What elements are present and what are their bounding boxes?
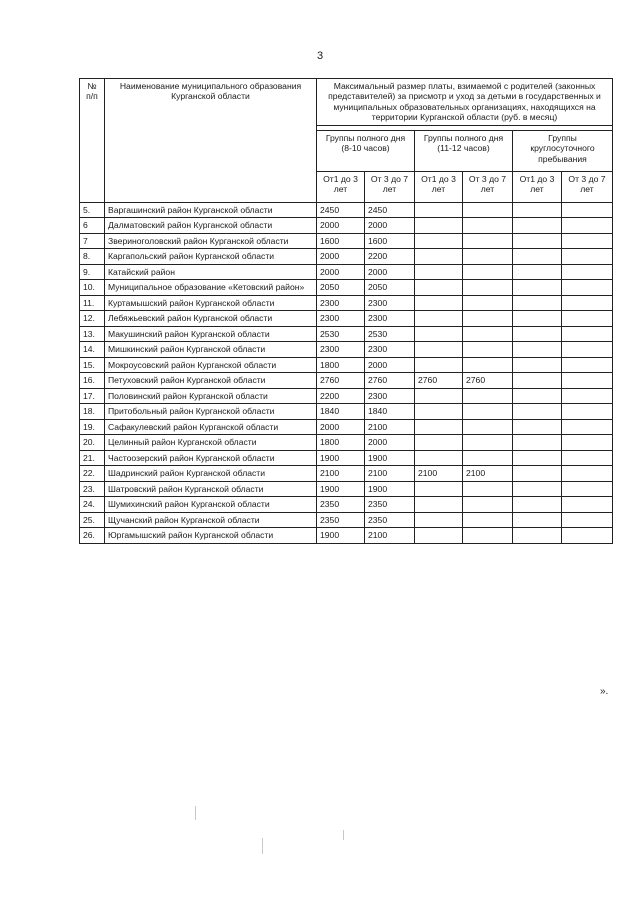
header-age: От1 до 3 лет [415, 171, 463, 202]
fee-value: 2000 [365, 435, 415, 450]
row-number: 22. [80, 466, 105, 481]
fee-value [562, 218, 613, 233]
fee-value [562, 466, 613, 481]
fee-value: 2760 [365, 373, 415, 388]
fee-value: 2000 [365, 264, 415, 279]
fee-value: 1900 [317, 528, 365, 543]
table-row [80, 388, 613, 403]
municipality-name: Частоозерский район Курганской области [105, 450, 317, 465]
fee-value [513, 466, 562, 481]
municipality-name: Притобольный район Курганской области [105, 404, 317, 419]
fee-value [415, 295, 463, 310]
fee-value [415, 233, 463, 248]
fee-value: 1600 [365, 233, 415, 248]
row-number: 18. [80, 404, 105, 419]
table-row [80, 357, 613, 372]
fee-value: 1900 [365, 481, 415, 496]
fee-value [463, 497, 513, 512]
fee-value: 1600 [317, 233, 365, 248]
fee-value [562, 311, 613, 326]
municipality-name: Мишкинский район Курганской области [105, 342, 317, 357]
fee-value [562, 202, 613, 217]
fee-value: 2100 [365, 466, 415, 481]
fee-value [513, 280, 562, 295]
fee-value [513, 295, 562, 310]
header-age: От 3 до 7 лет [463, 171, 513, 202]
fee-value: 2300 [317, 295, 365, 310]
fee-value [562, 388, 613, 403]
row-number: 25. [80, 512, 105, 527]
header-group-24h: Группы круглосуточного пребывания [513, 130, 613, 171]
fee-value [463, 357, 513, 372]
fee-value: 2350 [317, 497, 365, 512]
fee-value: 2450 [317, 202, 365, 217]
table-row [80, 311, 613, 326]
fee-value [562, 497, 613, 512]
fee-value [513, 311, 562, 326]
fee-value [463, 528, 513, 543]
fee-value: 2100 [317, 466, 365, 481]
table-row [80, 233, 613, 248]
row-number: 14. [80, 342, 105, 357]
municipality-name: Лебяжьевский район Курганской области [105, 311, 317, 326]
fee-value [463, 388, 513, 403]
row-number: 24. [80, 497, 105, 512]
row-number: 8. [80, 249, 105, 264]
fee-value [463, 481, 513, 496]
fee-value: 2350 [365, 512, 415, 527]
municipality-name: Муниципальное образование «Кетовский район» [105, 280, 317, 295]
fee-value: 2000 [317, 264, 365, 279]
fee-value: 2100 [463, 466, 513, 481]
fee-value [513, 528, 562, 543]
fee-value [562, 450, 613, 465]
fee-value [513, 497, 562, 512]
fee-value: 2350 [365, 497, 415, 512]
table-row [80, 264, 613, 279]
fee-value: 2300 [365, 295, 415, 310]
fee-value [513, 388, 562, 403]
fee-value [562, 264, 613, 279]
fee-value [562, 435, 613, 450]
municipality-name: Каргапольский район Курганской области [105, 249, 317, 264]
header-number: № п/п [80, 79, 105, 203]
municipality-name: Мокроусовский район Курганской области [105, 357, 317, 372]
row-number: 15. [80, 357, 105, 372]
fee-value [415, 481, 463, 496]
fee-value: 1800 [317, 435, 365, 450]
fee-value: 2100 [365, 528, 415, 543]
fee-value: 2450 [365, 202, 415, 217]
page-number: 3 [316, 50, 324, 62]
fee-value [562, 342, 613, 357]
fee-value: 1840 [317, 404, 365, 419]
fee-value [513, 249, 562, 264]
fee-value [562, 326, 613, 341]
fee-value: 2050 [317, 280, 365, 295]
municipality-name: Юргамышский район Курганской области [105, 528, 317, 543]
fee-value [415, 528, 463, 543]
row-number: 20. [80, 435, 105, 450]
row-number: 19. [80, 419, 105, 434]
municipality-name: Шумихинский район Курганской области [105, 497, 317, 512]
header-age: От1 до 3 лет [317, 171, 365, 202]
fee-value [513, 512, 562, 527]
scan-artifact [343, 830, 344, 840]
fee-value [513, 404, 562, 419]
municipality-name: Макушинский район Курганской области [105, 326, 317, 341]
table-row [80, 404, 613, 419]
table-row [80, 481, 613, 496]
row-number: 17. [80, 388, 105, 403]
scan-artifact [262, 838, 263, 854]
fee-value [513, 233, 562, 248]
fee-value [415, 249, 463, 264]
table-row [80, 528, 613, 543]
fee-value: 2100 [365, 419, 415, 434]
fee-value [513, 435, 562, 450]
fee-value: 2300 [365, 342, 415, 357]
municipality-name: Сафакулевский район Курганской области [105, 419, 317, 434]
municipality-name: Половинский район Курганской области [105, 388, 317, 403]
municipality-name: Шатровский район Курганской области [105, 481, 317, 496]
fee-value: 1900 [317, 450, 365, 465]
row-number: 11. [80, 295, 105, 310]
fee-value: 1840 [365, 404, 415, 419]
fee-value: 2000 [317, 249, 365, 264]
fee-value [415, 357, 463, 372]
fee-value [562, 404, 613, 419]
table-row [80, 218, 613, 233]
row-number: 5. [80, 202, 105, 217]
fee-value: 2200 [317, 388, 365, 403]
fee-value [463, 435, 513, 450]
fee-value: 2530 [365, 326, 415, 341]
fee-value [415, 497, 463, 512]
fee-value [562, 373, 613, 388]
fee-value: 2760 [415, 373, 463, 388]
header-max-fee: Максимальный размер платы, взимаемой с родителей (законных представителей) за присмотр и уход за детьми в государственных и муниципальных образовательных организациях, находящихся на территории Курганской области (руб. в месяц) [317, 79, 613, 126]
fee-value [463, 280, 513, 295]
fee-value: 1900 [365, 450, 415, 465]
fee-value [415, 311, 463, 326]
municipality-name: Целинный район Курганской области [105, 435, 317, 450]
fee-value: 2350 [317, 512, 365, 527]
fee-value: 1900 [317, 481, 365, 496]
fee-value [463, 249, 513, 264]
municipality-name: Куртамышский район Курганской области [105, 295, 317, 310]
table-row [80, 466, 613, 481]
table-row [80, 295, 613, 310]
fee-value: 1800 [317, 357, 365, 372]
fee-value [513, 342, 562, 357]
fee-value: 2300 [365, 388, 415, 403]
fee-value [415, 419, 463, 434]
fee-value [513, 481, 562, 496]
table-row [80, 512, 613, 527]
header-municipality: Наименование муниципального образования Курганской области [105, 79, 317, 203]
row-number: 12. [80, 311, 105, 326]
municipality-name: Шадринский район Курганской области [105, 466, 317, 481]
table-row [80, 202, 613, 217]
fee-value [562, 481, 613, 496]
fee-value [562, 512, 613, 527]
table-row [80, 373, 613, 388]
fee-value [415, 388, 463, 403]
fee-value: 2100 [415, 466, 463, 481]
fee-value [463, 512, 513, 527]
fee-value [415, 264, 463, 279]
fee-value [463, 419, 513, 434]
fee-value [562, 357, 613, 372]
table-row [80, 497, 613, 512]
row-number: 7 [80, 233, 105, 248]
fee-value [415, 280, 463, 295]
fee-value [562, 419, 613, 434]
fee-value: 2300 [365, 311, 415, 326]
fee-value: 2200 [365, 249, 415, 264]
fee-value [415, 404, 463, 419]
row-number: 16. [80, 373, 105, 388]
header-age: От 3 до 7 лет [562, 171, 613, 202]
fee-value: 2000 [365, 218, 415, 233]
fee-value [463, 404, 513, 419]
municipality-name: Далматовский район Курганской области [105, 218, 317, 233]
row-number: 10. [80, 280, 105, 295]
fee-value [513, 357, 562, 372]
fee-value [463, 311, 513, 326]
fee-value [463, 264, 513, 279]
row-number: 26. [80, 528, 105, 543]
fee-value: 2760 [317, 373, 365, 388]
table-row [80, 450, 613, 465]
municipality-name: Варгашинский район Курганской области [105, 202, 317, 217]
fee-value [415, 450, 463, 465]
table-row [80, 280, 613, 295]
fee-value: 2300 [317, 311, 365, 326]
table-row [80, 419, 613, 434]
fee-value [562, 295, 613, 310]
fee-value [463, 326, 513, 341]
header-group-day-8-10: Группы полного дня (8-10 часов) [317, 130, 415, 171]
fee-value [415, 435, 463, 450]
fee-value [463, 450, 513, 465]
fee-value [513, 326, 562, 341]
closing-quote: ». [600, 686, 609, 697]
fee-value [463, 218, 513, 233]
table-row [80, 435, 613, 450]
table-row [80, 249, 613, 264]
header-age: От1 до 3 лет [513, 171, 562, 202]
fee-value: 2530 [317, 326, 365, 341]
fee-value: 2000 [317, 419, 365, 434]
header-group-day-11-12: Группы полного дня (11-12 часов) [415, 130, 513, 171]
fee-value [415, 326, 463, 341]
table-header [80, 79, 613, 203]
municipality-name: Петуховский район Курганской области [105, 373, 317, 388]
fee-value [463, 342, 513, 357]
row-number: 13. [80, 326, 105, 341]
fee-value [513, 218, 562, 233]
fee-value [415, 512, 463, 527]
municipality-name: Звериноголовский район Курганской области [105, 233, 317, 248]
fee-value [513, 419, 562, 434]
fee-value: 2000 [365, 357, 415, 372]
fee-value: 2000 [317, 218, 365, 233]
fee-value [562, 528, 613, 543]
row-number: 21. [80, 450, 105, 465]
fee-value [562, 280, 613, 295]
municipality-name: Щучанский район Курганской области [105, 512, 317, 527]
header-age: От 3 до 7 лет [365, 171, 415, 202]
fee-value: 2760 [463, 373, 513, 388]
fee-value [463, 202, 513, 217]
fee-value [463, 233, 513, 248]
table-body [80, 202, 613, 543]
fee-value [415, 202, 463, 217]
fee-value [562, 233, 613, 248]
fee-value [562, 249, 613, 264]
fee-value [463, 295, 513, 310]
fee-value: 2300 [317, 342, 365, 357]
fee-value [513, 202, 562, 217]
fee-value: 2050 [365, 280, 415, 295]
municipality-name: Катайский район [105, 264, 317, 279]
scan-artifact [195, 806, 196, 820]
fee-table [79, 78, 613, 544]
fee-value [513, 450, 562, 465]
table-row [80, 326, 613, 341]
row-number: 6 [80, 218, 105, 233]
fee-value [415, 342, 463, 357]
row-number: 9. [80, 264, 105, 279]
fee-value [513, 373, 562, 388]
fee-value [415, 218, 463, 233]
fee-value [513, 264, 562, 279]
row-number: 23. [80, 481, 105, 496]
table-row [80, 342, 613, 357]
